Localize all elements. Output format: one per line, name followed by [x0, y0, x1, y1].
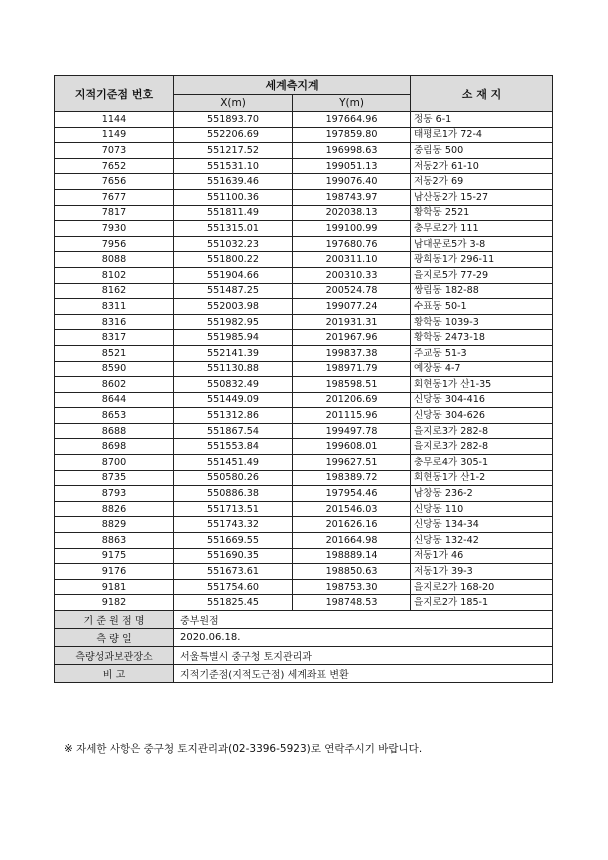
point-number: 7677: [55, 189, 174, 205]
y-coordinate: 197954.46: [293, 486, 411, 502]
x-coordinate: 551904.66: [174, 267, 293, 283]
y-coordinate: 199497.78: [293, 423, 411, 439]
x-coordinate: 551217.52: [174, 143, 293, 159]
table-row: [55, 267, 553, 283]
location: 저동1가 39-3: [411, 564, 553, 580]
point-number: 8700: [55, 455, 174, 471]
table-row: [55, 439, 553, 455]
point-number: 1149: [55, 127, 174, 143]
x-coordinate: 552003.98: [174, 299, 293, 315]
location: 광희동1가 296-11: [411, 252, 553, 268]
y-coordinate: 201546.03: [293, 501, 411, 517]
x-coordinate: 551825.45: [174, 595, 293, 611]
point-number: 8829: [55, 517, 174, 533]
location: 을지로2가 185-1: [411, 595, 553, 611]
footer-row: [55, 629, 553, 647]
location: 남창동 236-2: [411, 486, 553, 502]
y-coordinate: 198753.30: [293, 579, 411, 595]
location: 을지로2가 168-20: [411, 579, 553, 595]
footer-value: 서울특별시 중구청 토지관리과: [174, 647, 553, 665]
point-number: 7656: [55, 174, 174, 190]
table-row: [55, 548, 553, 564]
x-coordinate: 551531.10: [174, 158, 293, 174]
table-row: [55, 455, 553, 471]
table-row: [55, 408, 553, 424]
x-coordinate: 552141.39: [174, 345, 293, 361]
point-number: 8162: [55, 283, 174, 299]
x-coordinate: 551451.49: [174, 455, 293, 471]
x-coordinate: 552206.69: [174, 127, 293, 143]
table-row: [55, 252, 553, 268]
point-number: 8088: [55, 252, 174, 268]
table-row: [55, 143, 553, 159]
footer-label: 비 고: [55, 665, 174, 683]
x-coordinate: 551553.84: [174, 439, 293, 455]
location: 예장동 4-7: [411, 361, 553, 377]
table-row: [55, 127, 553, 143]
y-coordinate: 199076.40: [293, 174, 411, 190]
point-number: 8826: [55, 501, 174, 517]
footer-row: [55, 665, 553, 683]
x-coordinate: 551100.36: [174, 189, 293, 205]
location: 을지로5가 77-29: [411, 267, 553, 283]
header-location: 소 재 지: [411, 76, 553, 112]
x-coordinate: 551669.55: [174, 533, 293, 549]
table-body: [55, 112, 553, 611]
location: 황학동 1039-3: [411, 314, 553, 330]
y-coordinate: 198598.51: [293, 377, 411, 393]
location: 남산동2가 15-27: [411, 189, 553, 205]
y-coordinate: 201626.16: [293, 517, 411, 533]
x-coordinate: 551754.60: [174, 579, 293, 595]
table-row: [55, 112, 553, 128]
y-coordinate: 201931.31: [293, 314, 411, 330]
location: 신당동 110: [411, 501, 553, 517]
header-number: 지적기준점 번호: [55, 76, 174, 112]
table-row: [55, 392, 553, 408]
table-row: [55, 174, 553, 190]
location: 주교동 51-3: [411, 345, 553, 361]
y-coordinate: 201206.69: [293, 392, 411, 408]
table-row: [55, 377, 553, 393]
location: 황학동 2473-18: [411, 330, 553, 346]
control-point-table: [54, 75, 553, 683]
x-coordinate: 551487.25: [174, 283, 293, 299]
y-coordinate: 197664.96: [293, 112, 411, 128]
location: 황학동 2521: [411, 205, 553, 221]
table-row: [55, 595, 553, 611]
location: 저동2가 69: [411, 174, 553, 190]
point-number: 7652: [55, 158, 174, 174]
x-coordinate: 551985.94: [174, 330, 293, 346]
footer-label: 측 량 일: [55, 629, 174, 647]
point-number: 8521: [55, 345, 174, 361]
point-number: 8698: [55, 439, 174, 455]
y-coordinate: 198889.14: [293, 548, 411, 564]
point-number: 8316: [55, 314, 174, 330]
x-coordinate: 551312.86: [174, 408, 293, 424]
point-number: 8735: [55, 470, 174, 486]
table-row: [55, 579, 553, 595]
x-coordinate: 551811.49: [174, 205, 293, 221]
x-coordinate: 551449.09: [174, 392, 293, 408]
location: 회현동1가 산1-35: [411, 377, 553, 393]
location: 수표동 50-1: [411, 299, 553, 315]
location: 신당동 134-34: [411, 517, 553, 533]
x-coordinate: 551800.22: [174, 252, 293, 268]
location: 쌍림동 182-88: [411, 283, 553, 299]
y-coordinate: 199627.51: [293, 455, 411, 471]
x-coordinate: 551032.23: [174, 236, 293, 252]
x-coordinate: 551639.46: [174, 174, 293, 190]
x-coordinate: 551713.51: [174, 501, 293, 517]
location: 신당동 304-626: [411, 408, 553, 424]
y-coordinate: 198743.97: [293, 189, 411, 205]
footer-value: 2020.06.18.: [174, 629, 553, 647]
table-row: [55, 564, 553, 580]
header-y: Y(m): [293, 95, 411, 112]
point-number: 9181: [55, 579, 174, 595]
table-row: [55, 501, 553, 517]
location: 저동2가 61-10: [411, 158, 553, 174]
point-number: 9176: [55, 564, 174, 580]
y-coordinate: 200310.33: [293, 267, 411, 283]
point-number: 8793: [55, 486, 174, 502]
footer-row: [55, 611, 553, 629]
table-row: [55, 517, 553, 533]
y-coordinate: 199077.24: [293, 299, 411, 315]
point-number: 8602: [55, 377, 174, 393]
table-row: [55, 221, 553, 237]
location: 중림동 500: [411, 143, 553, 159]
x-coordinate: 550832.49: [174, 377, 293, 393]
y-coordinate: 198971.79: [293, 361, 411, 377]
point-number: 8311: [55, 299, 174, 315]
location: 태평로1가 72-4: [411, 127, 553, 143]
point-number: 1144: [55, 112, 174, 128]
contact-note: ※ 자세한 사항은 중구청 토지관리과(02-3396-5923)로 연락주시기 바랍니다.: [64, 743, 423, 755]
x-coordinate: 551315.01: [174, 221, 293, 237]
table-row: [55, 533, 553, 549]
location: 저동1가 46: [411, 548, 553, 564]
location: 남대문로5가 3-8: [411, 236, 553, 252]
y-coordinate: 201664.98: [293, 533, 411, 549]
table-row: [55, 283, 553, 299]
y-coordinate: 199051.13: [293, 158, 411, 174]
x-coordinate: 550580.26: [174, 470, 293, 486]
point-number: 8863: [55, 533, 174, 549]
point-number: 7930: [55, 221, 174, 237]
point-number: 8590: [55, 361, 174, 377]
y-coordinate: 198850.63: [293, 564, 411, 580]
location: 을지로3가 282-8: [411, 439, 553, 455]
y-coordinate: 200311.10: [293, 252, 411, 268]
point-number: 7073: [55, 143, 174, 159]
x-coordinate: 551867.54: [174, 423, 293, 439]
y-coordinate: 199837.38: [293, 345, 411, 361]
footer-label: 측량성과보관장소: [55, 647, 174, 665]
table-footer: [55, 611, 553, 683]
table-row: [55, 158, 553, 174]
location: 충무로4가 305-1: [411, 455, 553, 471]
location: 을지로3가 282-8: [411, 423, 553, 439]
location: 신당동 132-42: [411, 533, 553, 549]
table-row: [55, 189, 553, 205]
location: 정동 6-1: [411, 112, 553, 128]
y-coordinate: 196998.63: [293, 143, 411, 159]
y-coordinate: 200524.78: [293, 283, 411, 299]
point-number: 8653: [55, 408, 174, 424]
point-number: 8644: [55, 392, 174, 408]
footer-label: 기 준 원 점 명: [55, 611, 174, 629]
x-coordinate: 551893.70: [174, 112, 293, 128]
point-number: 7817: [55, 205, 174, 221]
x-coordinate: 551743.32: [174, 517, 293, 533]
y-coordinate: 197859.80: [293, 127, 411, 143]
footer-value: 지적기준점(지적도근점) 세계좌표 변환: [174, 665, 553, 683]
table-row: [55, 345, 553, 361]
x-coordinate: 551690.35: [174, 548, 293, 564]
table-row: [55, 330, 553, 346]
header-x: X(m): [174, 95, 293, 112]
header-world-geodetic: 세계측지계: [174, 76, 411, 95]
y-coordinate: 198389.72: [293, 470, 411, 486]
y-coordinate: 199100.99: [293, 221, 411, 237]
table-row: [55, 361, 553, 377]
footer-row: [55, 647, 553, 665]
table-row: [55, 470, 553, 486]
x-coordinate: 551130.88: [174, 361, 293, 377]
x-coordinate: 551673.61: [174, 564, 293, 580]
point-number: 7956: [55, 236, 174, 252]
table-row: [55, 236, 553, 252]
point-number: 8688: [55, 423, 174, 439]
x-coordinate: 550886.38: [174, 486, 293, 502]
point-number: 9175: [55, 548, 174, 564]
point-number: 8102: [55, 267, 174, 283]
x-coordinate: 551982.95: [174, 314, 293, 330]
location: 신당동 304-416: [411, 392, 553, 408]
table-row: [55, 314, 553, 330]
table-row: [55, 299, 553, 315]
table-row: [55, 486, 553, 502]
y-coordinate: 201967.96: [293, 330, 411, 346]
location: 충무로2가 111: [411, 221, 553, 237]
table-row: [55, 423, 553, 439]
location: 회현동1가 산1-2: [411, 470, 553, 486]
y-coordinate: 202038.13: [293, 205, 411, 221]
point-number: 8317: [55, 330, 174, 346]
y-coordinate: 201115.96: [293, 408, 411, 424]
y-coordinate: 199608.01: [293, 439, 411, 455]
footer-value: 중부원점: [174, 611, 553, 629]
y-coordinate: 197680.76: [293, 236, 411, 252]
table-row: [55, 205, 553, 221]
point-number: 9182: [55, 595, 174, 611]
y-coordinate: 198748.53: [293, 595, 411, 611]
